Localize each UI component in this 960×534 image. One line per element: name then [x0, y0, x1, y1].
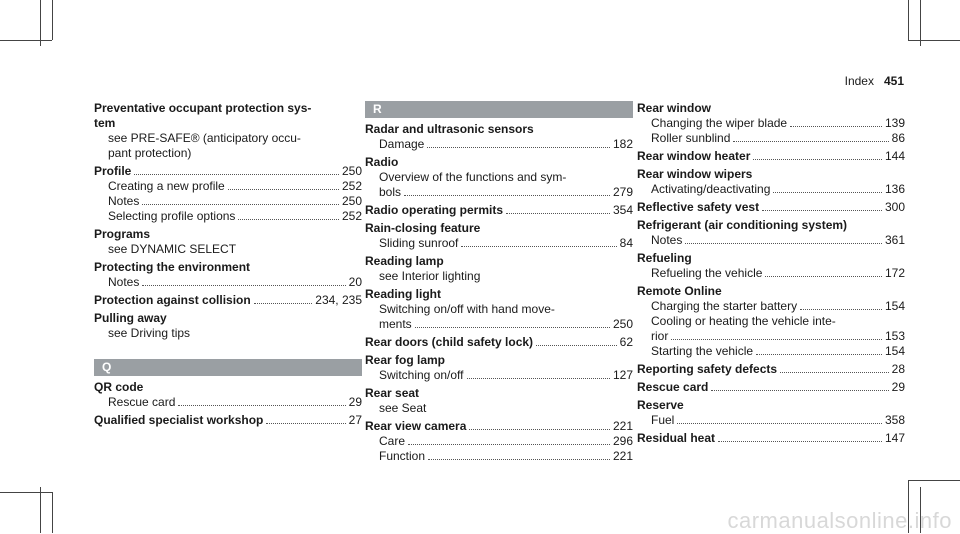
- index-term-label: Rescue card: [637, 380, 709, 394]
- index-entry: [637, 251, 905, 281]
- index-subentry: [651, 116, 905, 131]
- index-term-label: Reflective safety vest: [637, 200, 760, 214]
- dot-leader: [718, 441, 882, 442]
- crop-mark: [40, 487, 41, 533]
- index-term-row: [365, 203, 633, 218]
- index-term: Programs: [94, 227, 151, 241]
- index-subentry-label: ments: [379, 317, 412, 331]
- index-entry: [365, 353, 633, 383]
- page-reference: 154: [884, 344, 905, 358]
- index-subentry: [379, 137, 633, 152]
- page-reference: 28: [891, 362, 905, 376]
- index-subentry-text: see Interior lighting: [379, 269, 481, 283]
- page-reference: 147: [884, 431, 905, 445]
- index-term-row: [365, 419, 633, 434]
- index-term-row: [637, 380, 905, 395]
- index-subentries: [365, 401, 633, 416]
- index-subentry: [651, 299, 905, 314]
- dot-leader: [469, 429, 610, 430]
- dot-leader: [467, 378, 610, 379]
- index-subentry: [379, 449, 633, 464]
- index-subentries: [637, 413, 905, 428]
- index-term: Protecting the environment: [94, 260, 251, 274]
- index-term-label: Rear view camera: [365, 419, 467, 433]
- index-subentries: [94, 179, 362, 224]
- crop-mark: [0, 40, 52, 41]
- index-subentry-text: see PRE-SAFE® (anticipatory occu-: [108, 131, 301, 145]
- page-reference: 154: [884, 299, 905, 313]
- index-subentries: [637, 299, 905, 359]
- index-subentries: [94, 326, 362, 341]
- index-subentry-label: Sliding sunroof: [379, 236, 459, 250]
- page-reference: 136: [884, 182, 905, 196]
- index-entry: [365, 155, 633, 200]
- index-subentry: [651, 182, 905, 197]
- page-reference: 300: [884, 200, 905, 214]
- index-subentries: [637, 233, 905, 248]
- index-entry: [637, 362, 905, 377]
- dot-leader: [142, 204, 339, 205]
- dot-leader: [404, 195, 610, 196]
- section-letter-header: Q: [94, 359, 362, 376]
- page-reference: 86: [891, 131, 905, 145]
- index-term-row: [637, 200, 905, 215]
- index-term: Rear fog lamp: [365, 353, 446, 367]
- page-reference: 250: [612, 317, 633, 331]
- index-term-row: [637, 431, 905, 446]
- index-column-2: [365, 101, 633, 467]
- index-subentry-label: Rescue card: [108, 395, 176, 409]
- index-subentries: [637, 266, 905, 281]
- index-subentries: [365, 236, 633, 251]
- page-reference: 84: [619, 236, 633, 250]
- index-term: Reading lamp: [365, 254, 444, 268]
- page-header: [845, 74, 904, 88]
- index-term-label: Qualified specialist workshop: [94, 413, 264, 427]
- index-term: Refrigerant (air conditioning system): [637, 218, 848, 232]
- page-reference: 27: [348, 413, 362, 427]
- index-term-row: [365, 335, 633, 350]
- index-subentry-text: see Seat: [379, 401, 427, 415]
- dot-leader: [506, 213, 610, 214]
- page-reference: 234, 235: [315, 293, 362, 307]
- crop-mark: [908, 480, 960, 481]
- crop-mark: [52, 0, 53, 40]
- index-subentry-label: Roller sunblind: [651, 131, 731, 145]
- index-subentry-text: pant protection): [108, 146, 192, 160]
- index-subentry: [108, 275, 362, 290]
- dot-leader: [238, 219, 339, 220]
- index-subentry-label: Creating a new profile: [108, 179, 225, 193]
- index-subentry: [651, 413, 905, 428]
- page-reference: 139: [884, 116, 905, 130]
- crop-mark: [52, 492, 53, 533]
- index-subentries: [365, 170, 633, 200]
- index-subentry-text: see Driving tips: [108, 326, 191, 340]
- index-entry: [637, 218, 905, 248]
- index-term-row: [637, 149, 905, 164]
- index-subentries: [365, 137, 633, 152]
- index-term-label: Profile: [94, 164, 132, 178]
- page-reference: 252: [341, 209, 362, 223]
- index-subentry-label: Fuel: [651, 413, 675, 427]
- dot-leader: [711, 390, 888, 391]
- page-reference: 250: [341, 194, 362, 208]
- index-entry: [365, 203, 633, 218]
- dot-leader: [677, 423, 882, 424]
- index-subentry: [651, 344, 905, 359]
- index-entry: [94, 101, 362, 161]
- index-entry: [365, 122, 633, 152]
- dot-leader: [536, 345, 617, 346]
- index-subentry: [651, 329, 905, 344]
- index-entry: [365, 419, 633, 464]
- index-term: Pulling away: [94, 311, 167, 325]
- index-entry: [365, 386, 633, 416]
- index-term: Reserve: [637, 398, 684, 412]
- index-term: Radio: [365, 155, 399, 169]
- dot-leader: [408, 444, 610, 445]
- index-subentry: [108, 179, 362, 194]
- index-term-row: [94, 413, 362, 428]
- index-term-label: Protection against collision: [94, 293, 251, 307]
- index-subentries: [94, 242, 362, 257]
- page-reference: 221: [612, 449, 633, 463]
- index-subentry: [379, 368, 633, 383]
- dot-leader: [733, 141, 888, 142]
- index-term: Rain-closing feature: [365, 221, 481, 235]
- index-term: Preventative occupant protection sys-: [94, 101, 312, 115]
- page-reference: 127: [612, 368, 633, 382]
- index-subentries: [365, 269, 633, 284]
- index-subentry-label: bols: [379, 185, 402, 199]
- index-subentry-text: Cooling or heating the vehicle inte-: [651, 314, 836, 328]
- dot-leader: [800, 309, 882, 310]
- page-reference: 361: [884, 233, 905, 247]
- index-column-1: [94, 101, 362, 431]
- index-entry: [637, 431, 905, 446]
- index-entry: [94, 293, 362, 308]
- index-subentry-label: Activating/deactivating: [651, 182, 771, 196]
- page-reference: 182: [612, 137, 633, 151]
- index-term: Rear window wipers: [637, 167, 753, 181]
- index-term-label: Radio operating permits: [365, 203, 504, 217]
- index-subentry: [651, 131, 905, 146]
- dot-leader: [756, 354, 882, 355]
- dot-leader: [142, 285, 345, 286]
- dot-leader: [685, 243, 882, 244]
- dot-leader: [415, 327, 610, 328]
- index-subentry: [108, 395, 362, 410]
- index-column-3: [637, 101, 905, 449]
- dot-leader: [765, 276, 882, 277]
- index-term: Rear window: [637, 101, 712, 115]
- index-entry: [94, 227, 362, 257]
- index-subentries: [365, 368, 633, 383]
- index-entry: [365, 221, 633, 251]
- index-term: Reading light: [365, 287, 441, 301]
- section-letter-header: R: [365, 101, 633, 118]
- page-reference: 29: [891, 380, 905, 394]
- page-reference: 354: [612, 203, 633, 217]
- index-subentries: [365, 302, 633, 332]
- index-subentry: [651, 266, 905, 281]
- index-entry: [365, 254, 633, 284]
- page-reference: 153: [884, 329, 905, 343]
- watermark: carmanualsonline.info: [727, 508, 952, 533]
- index-entry: [365, 287, 633, 332]
- dot-leader: [228, 189, 339, 190]
- index-subentry: [651, 233, 905, 248]
- page-reference: 296: [612, 434, 633, 448]
- index-subentry-label: Switching on/off: [379, 368, 464, 382]
- index-term: Radar and ultrasonic sensors: [365, 122, 534, 136]
- page-reference: 144: [884, 149, 905, 163]
- index-subentries: [637, 182, 905, 197]
- index-entry: [365, 335, 633, 350]
- dot-leader: [427, 147, 610, 148]
- dot-leader: [790, 126, 882, 127]
- dot-leader: [753, 159, 882, 160]
- index-entry: [637, 200, 905, 215]
- index-entry: [94, 311, 362, 341]
- index-subentry-label: Selecting profile options: [108, 209, 236, 223]
- index-subentry: [108, 209, 362, 224]
- crop-mark: [0, 492, 52, 493]
- index-term-row: [637, 362, 905, 377]
- page-reference: 29: [348, 395, 362, 409]
- index-subentries: [637, 116, 905, 146]
- index-subentries: [94, 131, 362, 161]
- index-subentry-label: rior: [651, 329, 669, 343]
- index-term-label: Reporting safety defects: [637, 362, 778, 376]
- page-reference: 172: [884, 266, 905, 280]
- index-subentry-label: Care: [379, 434, 406, 448]
- index-subentry: [379, 185, 633, 200]
- index-subentry: [108, 194, 362, 209]
- dot-leader: [266, 423, 345, 424]
- index-entry: [94, 164, 362, 224]
- index-subentries: [365, 434, 633, 464]
- index-term-label: Rear doors (child safety lock): [365, 335, 534, 349]
- dot-leader: [773, 192, 882, 193]
- index-subentry-label: Function: [379, 449, 426, 463]
- page-reference: 358: [884, 413, 905, 427]
- index-subentry-label: Notes: [108, 194, 140, 208]
- index-subentry-text: see DYNAMIC SELECT: [108, 242, 237, 256]
- crop-mark: [908, 40, 960, 41]
- index-entry: [637, 380, 905, 395]
- index-subentry-label: Starting the vehicle: [651, 344, 754, 358]
- index-term-label: Rear window heater: [637, 149, 751, 163]
- index-entry: [94, 413, 362, 428]
- index-subentry: [379, 317, 633, 332]
- index-term-row: [94, 293, 362, 308]
- index-subentries: [94, 395, 362, 410]
- index-entry: [637, 167, 905, 197]
- index-term-continued: tem: [94, 116, 116, 130]
- dot-leader: [178, 405, 345, 406]
- index-term: QR code: [94, 380, 144, 394]
- dot-leader: [671, 339, 882, 340]
- page-reference: 62: [619, 335, 633, 349]
- dot-leader: [134, 174, 339, 175]
- index-entry: [94, 380, 362, 410]
- index-subentry-label: Notes: [108, 275, 140, 289]
- index-subentry-label: Damage: [379, 137, 425, 151]
- dot-leader: [428, 459, 610, 460]
- index-subentry: [379, 434, 633, 449]
- index-subentry: [379, 236, 633, 251]
- index-subentry-label: Notes: [651, 233, 683, 247]
- index-subentry-text: Switching on/off with hand move-: [379, 302, 555, 316]
- index-term: Rear seat: [365, 386, 420, 400]
- dot-leader: [254, 303, 313, 304]
- page-reference: 252: [341, 179, 362, 193]
- index-term: Refueling: [637, 251, 692, 265]
- page-reference: 221: [612, 419, 633, 433]
- index-subentry-label: Changing the wiper blade: [651, 116, 788, 130]
- index-entry: [94, 260, 362, 290]
- index-entry: [637, 284, 905, 359]
- index-entry: [637, 101, 905, 146]
- index-entry: [637, 149, 905, 164]
- index-subentry-text: Overview of the functions and sym-: [379, 170, 567, 184]
- index-subentries: [94, 275, 362, 290]
- dot-leader: [461, 246, 616, 247]
- index-term-label: Residual heat: [637, 431, 716, 445]
- index-subentry-label: Charging the starter battery: [651, 299, 798, 313]
- crop-mark: [908, 0, 909, 40]
- index-subentry-label: Refueling the vehicle: [651, 266, 763, 280]
- page-reference: 250: [341, 164, 362, 178]
- section-title: Index: [844, 74, 874, 88]
- dot-leader: [762, 210, 882, 211]
- page-number: 451: [883, 74, 904, 88]
- dot-leader: [780, 372, 889, 373]
- index-term-row: [94, 164, 362, 179]
- page-reference: 20: [348, 275, 362, 289]
- index-term: Remote Online: [637, 284, 722, 298]
- index-entry: [637, 398, 905, 428]
- page-reference: 279: [612, 185, 633, 199]
